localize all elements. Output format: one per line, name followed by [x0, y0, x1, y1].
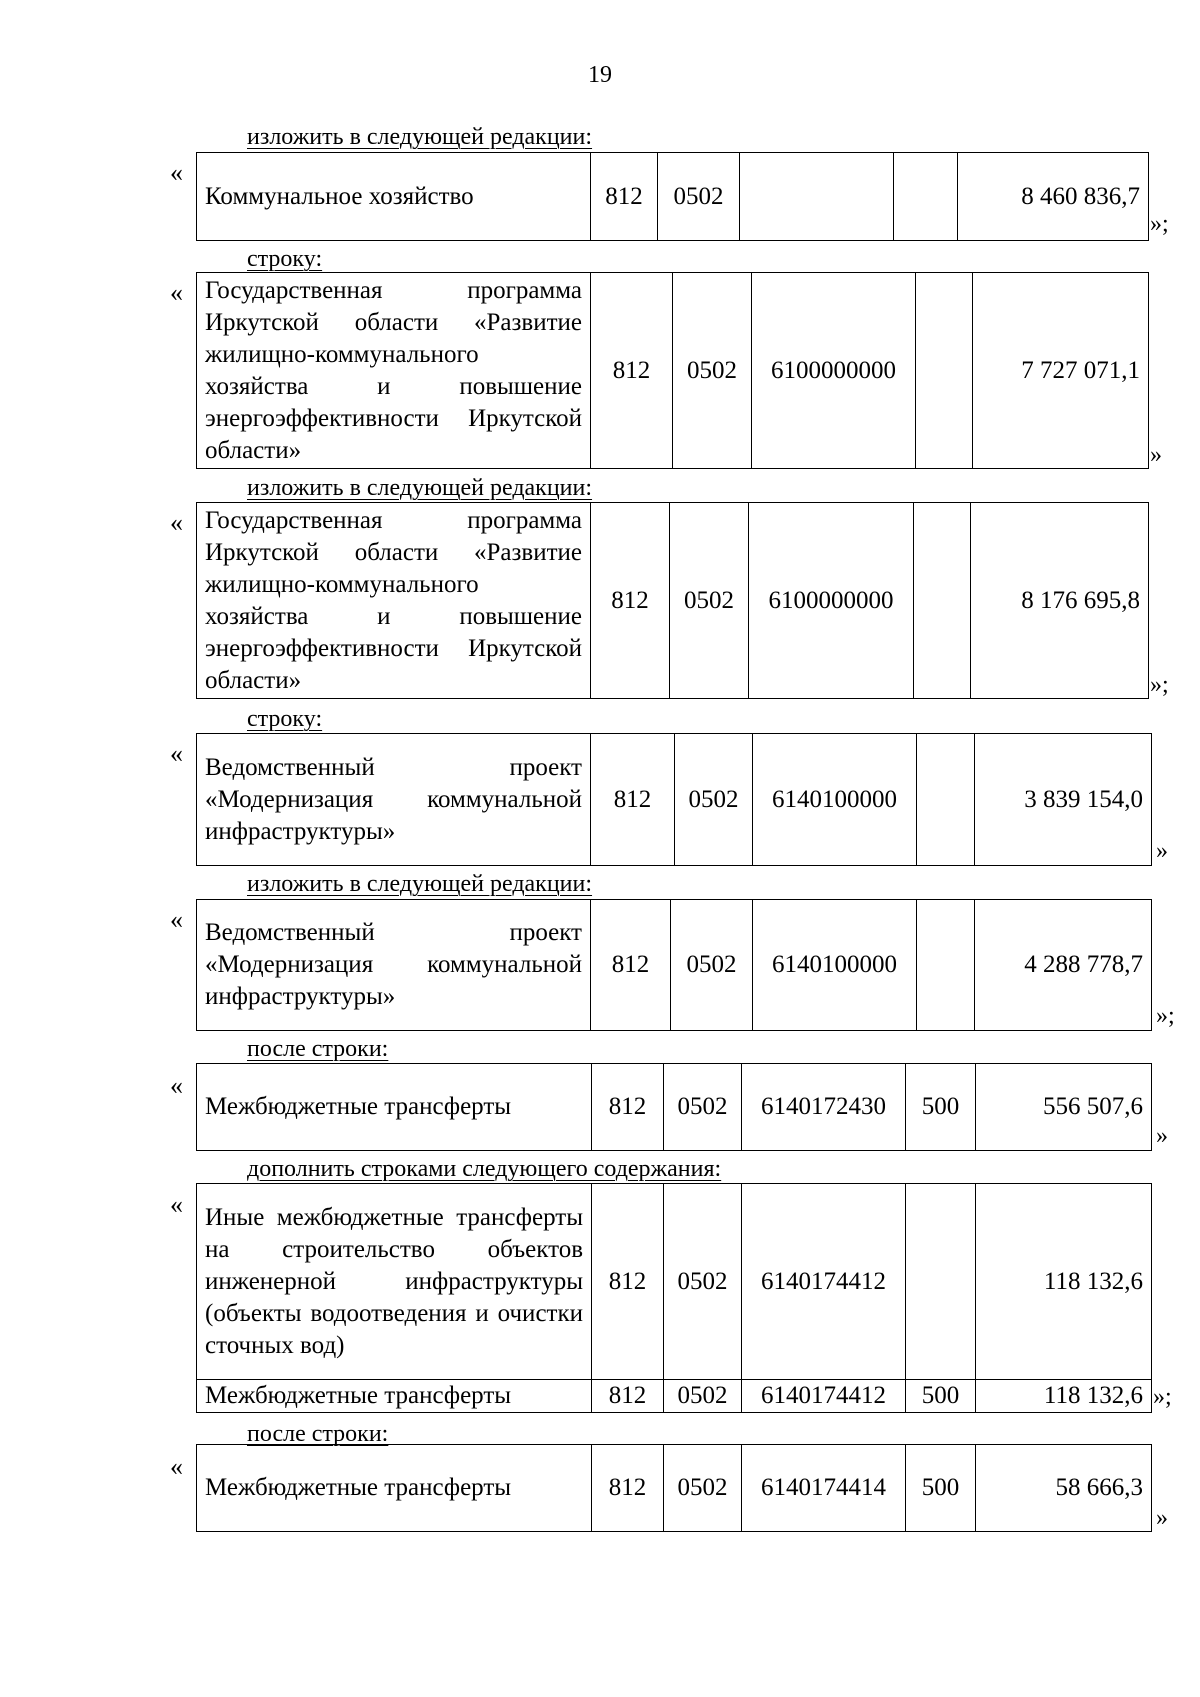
close-quote: »;	[1153, 1384, 1172, 1410]
budget-table	[196, 1063, 1152, 1151]
table-row	[197, 900, 1152, 1031]
row-name: Государственная программа Иркутской области «Развитие жилищно-коммунального хозяйства и повышение энергоэффективности Иркутской области»	[197, 273, 591, 469]
row-name: Коммунальное хозяйство	[197, 153, 591, 241]
instruction-text: дополнить строками следующего содержания:	[247, 1156, 722, 1182]
row-vr	[916, 273, 973, 469]
row-vr	[906, 1184, 976, 1380]
row-ved: 812	[591, 503, 670, 699]
instruction-text: строку:	[247, 246, 323, 272]
close-quote: »	[1156, 1123, 1168, 1149]
budget-table	[196, 733, 1152, 866]
close-quote: »;	[1150, 211, 1169, 237]
row-vr	[914, 503, 971, 699]
row-name: Государственная программа Иркутской области «Развитие жилищно-коммунального хозяйства и повышение энергоэффективности Иркутской области»	[197, 503, 591, 699]
row-csr: 6100000000	[752, 273, 916, 469]
open-quote: «	[170, 905, 183, 934]
row-ved: 812	[592, 1380, 664, 1413]
row-vr: 500	[906, 1380, 976, 1413]
row-razdel: 0502	[673, 273, 752, 469]
open-quote: «	[170, 508, 183, 537]
row-csr: 6140174412	[742, 1184, 906, 1380]
row-name: Межбюджетные трансферты	[197, 1380, 592, 1413]
open-quote: «	[170, 1071, 183, 1100]
row-vr: 500	[906, 1445, 976, 1532]
row-csr: 6140174414	[742, 1445, 906, 1532]
instruction-text: после строки:	[247, 1421, 389, 1447]
row-csr: 6140172430	[742, 1064, 906, 1151]
row-vr	[917, 900, 975, 1031]
row-name: Межбюджетные трансферты	[197, 1445, 592, 1532]
instruction-text: после строки:	[247, 1036, 389, 1062]
open-quote: «	[170, 1452, 183, 1481]
open-quote: «	[170, 1190, 183, 1219]
open-quote: «	[170, 158, 183, 187]
page-number: 19	[588, 62, 612, 88]
row-razdel: 0502	[671, 900, 753, 1031]
row-razdel: 0502	[670, 503, 749, 699]
instruction-text: изложить в следующей редакции:	[247, 475, 593, 501]
row-ved: 812	[591, 900, 671, 1031]
close-quote: »	[1156, 838, 1168, 864]
row-vr	[894, 153, 958, 241]
row-csr: 6100000000	[749, 503, 914, 699]
table-row	[197, 1445, 1152, 1532]
row-sum: 8 176 695,8	[971, 503, 1149, 699]
row-vr	[917, 734, 975, 866]
row-name: Иные межбюджетные трансферты на строительство объектов инженерной инфраструктуры (объекты водоотведения и очистки сточных вод)	[197, 1184, 592, 1380]
table-row	[197, 734, 1152, 866]
row-sum: 3 839 154,0	[975, 734, 1152, 866]
row-ved: 812	[592, 1445, 664, 1532]
row-razdel: 0502	[664, 1445, 742, 1532]
row-razdel: 0502	[675, 734, 753, 866]
close-quote: »	[1156, 1505, 1168, 1531]
budget-table	[196, 152, 1149, 241]
row-sum: 8 460 836,7	[958, 153, 1149, 241]
row-ved: 812	[592, 1184, 664, 1380]
close-quote: »;	[1156, 1003, 1175, 1029]
instruction-text: строку:	[247, 706, 323, 732]
row-ved: 812	[592, 1064, 664, 1151]
row-csr: 6140174412	[742, 1380, 906, 1413]
row-ved: 812	[591, 153, 658, 241]
row-sum: 118 132,6	[976, 1380, 1152, 1413]
row-razdel: 0502	[664, 1064, 742, 1151]
close-quote: »;	[1150, 672, 1169, 698]
row-sum: 7 727 071,1	[973, 273, 1149, 469]
row-name: Межбюджетные трансферты	[197, 1064, 592, 1151]
table-row	[197, 273, 1149, 469]
row-csr	[740, 153, 894, 241]
row-razdel: 0502	[664, 1380, 742, 1413]
row-name: Ведомственный проект «Модернизация коммунальной инфраструктуры»	[197, 734, 591, 866]
table-row	[197, 1064, 1152, 1151]
row-ved: 812	[591, 734, 675, 866]
row-razdel: 0502	[658, 153, 740, 241]
row-csr: 6140100000	[753, 900, 917, 1031]
budget-table	[196, 899, 1152, 1031]
budget-table	[196, 1183, 1152, 1413]
close-quote: »	[1150, 442, 1162, 468]
open-quote: «	[170, 278, 183, 307]
instruction-text: изложить в следующей редакции:	[247, 871, 593, 897]
table-row	[197, 1380, 1152, 1413]
row-sum: 556 507,6	[976, 1064, 1152, 1151]
row-name: Ведомственный проект «Модернизация коммунальной инфраструктуры»	[197, 900, 591, 1031]
row-sum: 58 666,3	[976, 1445, 1152, 1532]
row-razdel: 0502	[664, 1184, 742, 1380]
row-csr: 6140100000	[753, 734, 917, 866]
row-sum: 118 132,6	[976, 1184, 1152, 1380]
table-row	[197, 503, 1149, 699]
row-ved: 812	[591, 273, 673, 469]
instruction-text: изложить в следующей редакции:	[247, 124, 593, 150]
budget-table	[196, 502, 1149, 699]
table-row	[197, 153, 1149, 241]
budget-table	[196, 1444, 1152, 1532]
open-quote: «	[170, 739, 183, 768]
row-vr: 500	[906, 1064, 976, 1151]
row-sum: 4 288 778,7	[975, 900, 1152, 1031]
budget-table	[196, 272, 1149, 469]
table-row	[197, 1184, 1152, 1380]
